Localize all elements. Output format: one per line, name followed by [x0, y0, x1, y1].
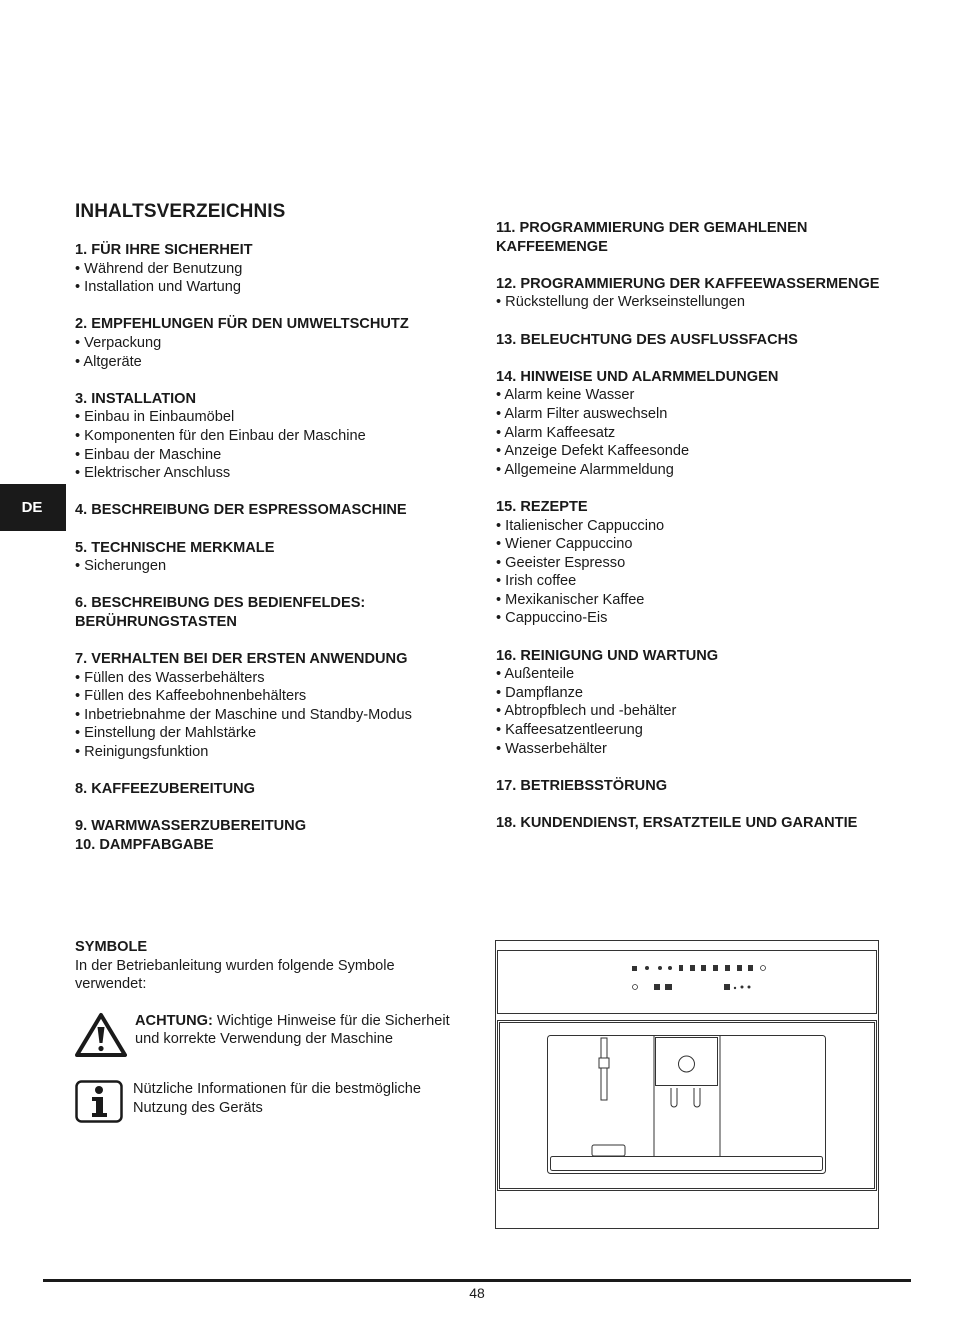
toc-heading[interactable]: 8. KAFFEEZUBEREITUNG	[75, 781, 255, 798]
toc-item: • Einbau in Einbaumöbel	[75, 408, 475, 427]
toc-item: • Elektrischer Anschluss	[75, 464, 475, 483]
toc-item: • Wiener Cappuccino	[496, 535, 916, 554]
toc-heading[interactable]: 18. KUNDENDIENST, ERSATZTEILE UND GARANTIE	[496, 815, 858, 831]
toc-section	[496, 647, 916, 759]
toc-section	[75, 390, 475, 483]
toc-section	[75, 780, 475, 799]
toc-item: • Dampflanze	[496, 684, 916, 703]
toc-section	[75, 539, 475, 576]
symbols-heading: SYMBOLE	[75, 939, 148, 955]
toc-item: • Einbau der Maschine	[75, 446, 475, 465]
toc-item: • Verpackung	[75, 334, 475, 353]
toc-heading[interactable]: 11. PROGRAMMIERUNG DER GEMAHLENEN KAFFEEMENGE	[496, 220, 808, 255]
toc-item: • Einstellung der Mahlstärke	[75, 724, 475, 743]
toc-section	[496, 498, 916, 628]
warning-text	[135, 1012, 465, 1064]
toc-item: • Wasserbehälter	[496, 740, 916, 759]
toc-item: • Cappuccino-Eis	[496, 609, 916, 628]
toc-item: • Reinigungsfunktion	[75, 743, 475, 762]
symbols-intro: In der Betriebanleitung wurden folgende Symbole verwendet:	[75, 957, 395, 993]
toc-heading[interactable]: 7. VERHALTEN BEI DER ERSTEN ANWENDUNG	[75, 651, 408, 668]
toc-section	[75, 315, 475, 371]
toc-section	[75, 594, 475, 631]
toc-item: • Kaffeesatzentleerung	[496, 721, 916, 740]
toc-heading[interactable]: 15. REZEPTE	[496, 498, 588, 515]
toc-item: • Alarm Filter auswechseln	[496, 405, 916, 424]
page-title: INHALTSVERZEICHNIS	[75, 201, 286, 222]
toc-section	[75, 501, 475, 520]
toc-heading[interactable]: 2. EMPFEHLUNGEN FÜR DEN UMWELTSCHUTZ	[75, 316, 409, 333]
toc-item: • Geeister Espresso	[496, 554, 916, 573]
toc-heading[interactable]: 9. WARMWASSERZUBEREITUNG	[75, 818, 307, 835]
toc-section	[496, 777, 916, 796]
toc-item: • Allgemeine Alarmmeldung	[496, 461, 916, 480]
toc-heading[interactable]: 14. HINWEISE UND ALARMMELDUNGEN	[496, 368, 779, 385]
toc-heading[interactable]: 16. REINIGUNG UND WARTUNG	[496, 647, 719, 664]
toc-section	[496, 368, 916, 480]
toc-heading[interactable]: 12. PROGRAMMIERUNG DER KAFFEEWASSERMENGE	[496, 275, 880, 292]
footer-rule	[43, 1279, 911, 1282]
language-tab: DE	[0, 484, 66, 531]
toc-item: • Italienischer Cappuccino	[496, 517, 916, 536]
toc-heading[interactable]: 17. BETRIEBSSTÖRUNG	[496, 777, 668, 794]
toc-section	[496, 814, 916, 833]
toc-item: • Anzeige Defekt Kaffeesonde	[496, 442, 916, 461]
toc-heading[interactable]: 4. BESCHREIBUNG DER ESPRESSOMASCHINE	[75, 502, 407, 519]
toc-item: • Füllen des Kaffeebohnenbehälters	[75, 687, 475, 706]
toc-section	[496, 275, 916, 312]
toc-item: • Abtropfblech und -behälter	[496, 702, 916, 721]
warning-symbol-row	[75, 1012, 465, 1064]
toc-item: • Sicherungen	[75, 557, 475, 576]
toc-item: • Inbetriebnahme der Maschine und Standby-Modus	[75, 706, 475, 725]
toc-section	[75, 650, 475, 762]
toc-item: • Alarm keine Wasser	[496, 386, 916, 405]
symbols-section	[75, 938, 465, 1130]
espresso-machine-illustration	[495, 940, 879, 1230]
control-panel-icons	[632, 965, 766, 990]
warning-triangle-icon	[75, 1012, 127, 1064]
toc-heading[interactable]: 6. BESCHREIBUNG DES BEDIENFELDES: BERÜHRUNGSTASTEN	[75, 595, 366, 630]
toc-item: • Installation und Wartung	[75, 278, 475, 297]
toc-item: • Altgeräte	[75, 353, 475, 372]
toc-item: • Außenteile	[496, 665, 916, 684]
toc-item: • Füllen des Wasserbehälters	[75, 669, 475, 688]
toc-item: • Während der Benutzung	[75, 260, 475, 279]
toc-heading[interactable]: 13. BELEUCHTUNG DES AUSFLUSSFACHS	[496, 331, 798, 348]
toc-section	[496, 331, 916, 350]
info-symbol-row	[75, 1080, 465, 1130]
toc-section	[75, 817, 475, 836]
toc-heading[interactable]: 1. FÜR IHRE SICHERHEIT	[75, 242, 253, 258]
toc-item: • Alarm Kaffeesatz	[496, 424, 916, 443]
toc-heading[interactable]: 5. TECHNISCHE MERKMALE	[75, 539, 275, 556]
toc-section	[75, 241, 475, 297]
toc-item: • Rückstellung der Werkseinstellungen	[496, 293, 916, 312]
toc-item: • Mexikanischer Kaffee	[496, 591, 916, 610]
toc-heading[interactable]: 3. INSTALLATION	[75, 390, 197, 407]
warning-description: Wichtige Hinweise für die Sicherheit und korrekte Verwendung der Maschine	[135, 1012, 450, 1048]
toc-section	[75, 836, 475, 855]
info-description: Nützliche Informationen für die bestmögliche Nutzung des Geräts	[133, 1081, 421, 1116]
toc-section	[496, 219, 916, 256]
toc-right-column	[496, 219, 916, 851]
info-icon	[75, 1080, 125, 1130]
page-number: 48	[469, 1285, 485, 1301]
warning-label: ACHTUNG:	[135, 1012, 213, 1029]
toc-left-column	[75, 241, 475, 873]
toc-item: • Komponenten für den Einbau der Maschine	[75, 427, 475, 446]
toc-heading[interactable]: 10. DAMPFABGABE	[75, 837, 214, 853]
toc-item: • Irish coffee	[496, 572, 916, 591]
